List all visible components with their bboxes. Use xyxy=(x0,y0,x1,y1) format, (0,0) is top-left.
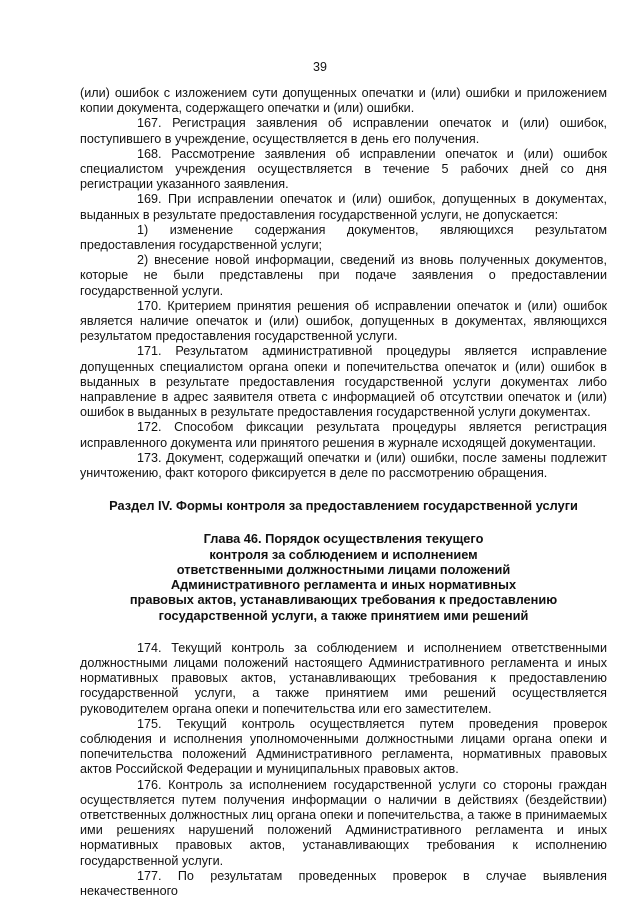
chapter-heading-line: правовых актов, устанавливающих требования к предоставлению xyxy=(129,592,558,608)
list-item-2: 2) внесение новой информации, сведений из вновь полученных документов, которые не были представлены при подаче заявления о предоставлении государственной услуги. xyxy=(80,253,607,298)
paragraph-170: 170. Критерием принятия решения об исправлении опечаток и (или) ошибок является наличие опечаток и (или) ошибок, допущенных в документах, являющихся результатом предоставления государственной услуги. xyxy=(80,298,607,344)
paragraph-171: 171. Результатом административной процедуры является исправление допущенных специалистом органа опеки и попечительства опечаток и (или) ошибок в выданных в результате предоставления государственной услуги документах либо направление в адрес заявителя ответа с информацией об отсутствии опечаток и (или) ошибок в выданных в результате предоставления государственной услуги документах. xyxy=(80,344,607,420)
section-heading: Раздел IV. Формы контроля за предоставлением государственной услуги xyxy=(109,498,578,514)
chapter-heading-line: государственной услуги, а также принятием ими решений xyxy=(158,607,529,623)
list-item-1: 1) изменение содержания документов, являющихся результатом предоставления государственной услуги; xyxy=(80,222,607,253)
paragraph-175: 175. Текущий контроль осуществляется путем проведения проверок соблюдения и исполнения уполномоченными должностными лицами органа опеки и попечительства положений Административного регламента, нормативных правовых актов Российской Федерации и муниципальных правовых актов. xyxy=(80,716,607,777)
document-body xyxy=(80,86,607,899)
chapter-heading-line: ответственными должностными лицами положений xyxy=(176,561,511,577)
chapter-heading-line: Административного регламента и иных нормативных xyxy=(170,577,517,593)
paragraph-173: 173. Документ, содержащий опечатки и (или) ошибки, после замены подлежит уничтожению, факт которого фиксируется в деле по рассмотрению обращения. xyxy=(80,450,607,481)
page-number: 39 xyxy=(313,60,327,74)
chapter-heading-line: Глава 46. Порядок осуществления текущего xyxy=(203,531,484,547)
paragraph-169: 169. При исправлении опечаток и (или) ошибок, допущенных в документах, выданных в результате предоставления государственной услуги, не допускается: xyxy=(80,192,607,222)
paragraph-167: 167. Регистрация заявления об исправлении опечаток и (или) ошибок, поступившего в учреждение, осуществляется в день его получения. xyxy=(80,116,607,146)
paragraph-174: 174. Текущий контроль за соблюдением и исполнением ответственными должностными лицами положений настоящего Административного регламента и иных нормативных правовых актов, устанавливающих требования к предоставлению государственной услуги, а также принятием ими решений осуществляется руководителем органа опеки и попечительства или его заместителем. xyxy=(80,640,607,716)
chapter-heading xyxy=(80,531,607,622)
paragraph-176: 176. Контроль за исполнением государственной услуги со стороны граждан осуществляется путем получения информации о наличии в действиях (бездействии) ответственных должностных лиц органа опеки и попечительства, а также в принимаемых ими решениях нарушений положений Административного регламента и иных нормативных правовых актов, устанавливающих требования к исполнению государственной услуги. xyxy=(80,777,607,868)
paragraph-168: 168. Рассмотрение заявления об исправлении опечаток и (или) ошибок специалистом учреждения осуществляется в течение 5 рабочих дней со дня регистрации указанного заявления. xyxy=(80,146,607,192)
paragraph-continuation: (или) ошибок с изложением сути допущенных опечатки и (или) ошибки и приложением копии документа, содержащего опечатки и (или) ошибки. xyxy=(80,86,607,116)
paragraph-177: 177. По результатам проведенных проверок в случае выявления некачественного xyxy=(80,868,607,898)
chapter-heading-line: контроля за соблюдением и исполнением xyxy=(209,546,478,562)
paragraph-172: 172. Способом фиксации результата процедуры является регистрация исправленного документа или принятого решения в журнале исходящей документации. xyxy=(80,420,607,450)
